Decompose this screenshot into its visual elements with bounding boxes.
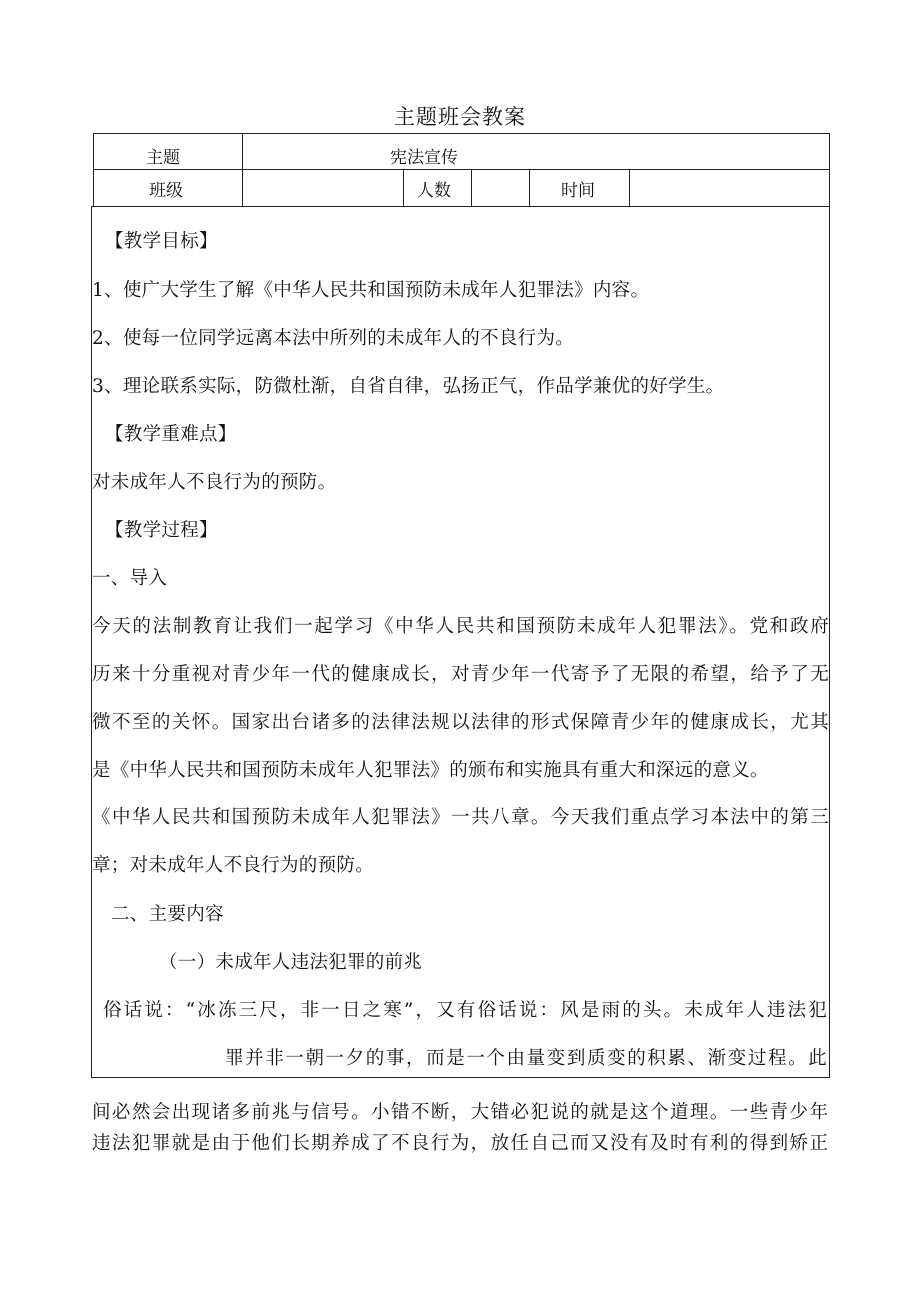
key-heading: 【教学重难点】 bbox=[105, 424, 237, 445]
count-label: 人数 bbox=[417, 181, 451, 201]
class-label: 班级 bbox=[149, 181, 183, 201]
header-table bbox=[93, 133, 830, 207]
goal-item-3: 3、理论联系实际，防微杜渐，自省自律，弘扬正气，作品学兼优的好学生。 bbox=[92, 376, 725, 397]
intro-line: 是《中华人民共和国预防未成年人犯罪法》的颁布和实施具有重大和深远的意义。 bbox=[92, 760, 769, 781]
intro-line: 今天的法制教育让我们一起学习《中华人民共和国预防未成年人犯罪法》。党和政府 bbox=[92, 616, 829, 637]
intro-line: 章；对未成年人不良行为的预防。 bbox=[92, 855, 375, 876]
lesson-body-box bbox=[91, 206, 830, 1078]
key-text: 对未成年人不良行为的预防。 bbox=[92, 472, 337, 493]
main-heading: 二、主要内容 bbox=[111, 904, 224, 925]
header-row-divider bbox=[94, 169, 829, 170]
goal-item-2: 2、使每一位同学远离本法中所列的未成年人的不良行为。 bbox=[92, 328, 575, 349]
sub-line-2: 罪并非一朝一夕的事，而是一个由量变到质变的积累、渐变过程。此 bbox=[225, 1048, 827, 1069]
sub-line-1: 俗话说：“冰冻三尺，非一日之寒”，又有俗话说：风是雨的头。未成年人违法犯 bbox=[103, 1000, 827, 1021]
topic-label: 主题 bbox=[146, 148, 180, 168]
after-box-line-1: 间必然会出现诸多前兆与信号。小错不断，大错必犯说的就是这个道理。一些青少年 bbox=[92, 1102, 828, 1123]
header-col-divider bbox=[403, 170, 404, 206]
topic-value: 宪法宣传 bbox=[390, 148, 458, 168]
after-box-line-2: 违法犯罪就是由于他们长期养成了不良行为，放任自己而又没有及时有利的得到矫正 bbox=[92, 1133, 828, 1154]
header-col-divider bbox=[242, 134, 243, 206]
time-label: 时间 bbox=[561, 181, 595, 201]
sub-heading: （一）未成年人违法犯罪的前兆 bbox=[159, 952, 423, 973]
goal-heading: 【教学目标】 bbox=[105, 231, 218, 252]
intro-line: 《中华人民共和国预防未成年人犯罪法》一共八章。今天我们重点学习本法中的第三 bbox=[92, 807, 829, 828]
process-heading: 【教学过程】 bbox=[105, 520, 218, 541]
header-col-divider bbox=[471, 170, 472, 206]
header-col-divider bbox=[629, 170, 630, 206]
goal-item-1: 1、使广大学生了解《中华人民共和国预防未成年人犯罪法》内容。 bbox=[92, 280, 650, 301]
header-col-divider bbox=[529, 170, 530, 206]
intro-heading: 一、导入 bbox=[92, 568, 168, 589]
intro-line: 历来十分重视对青少年一代的健康成长，对青少年一代寄予了无限的希望，给予了无 bbox=[92, 664, 829, 685]
intro-line: 微不至的关怀。国家出台诸多的法律法规以法律的形式保障青少年的健康成长，尤其 bbox=[92, 712, 829, 733]
document-title: 主题班会教案 bbox=[394, 105, 526, 129]
